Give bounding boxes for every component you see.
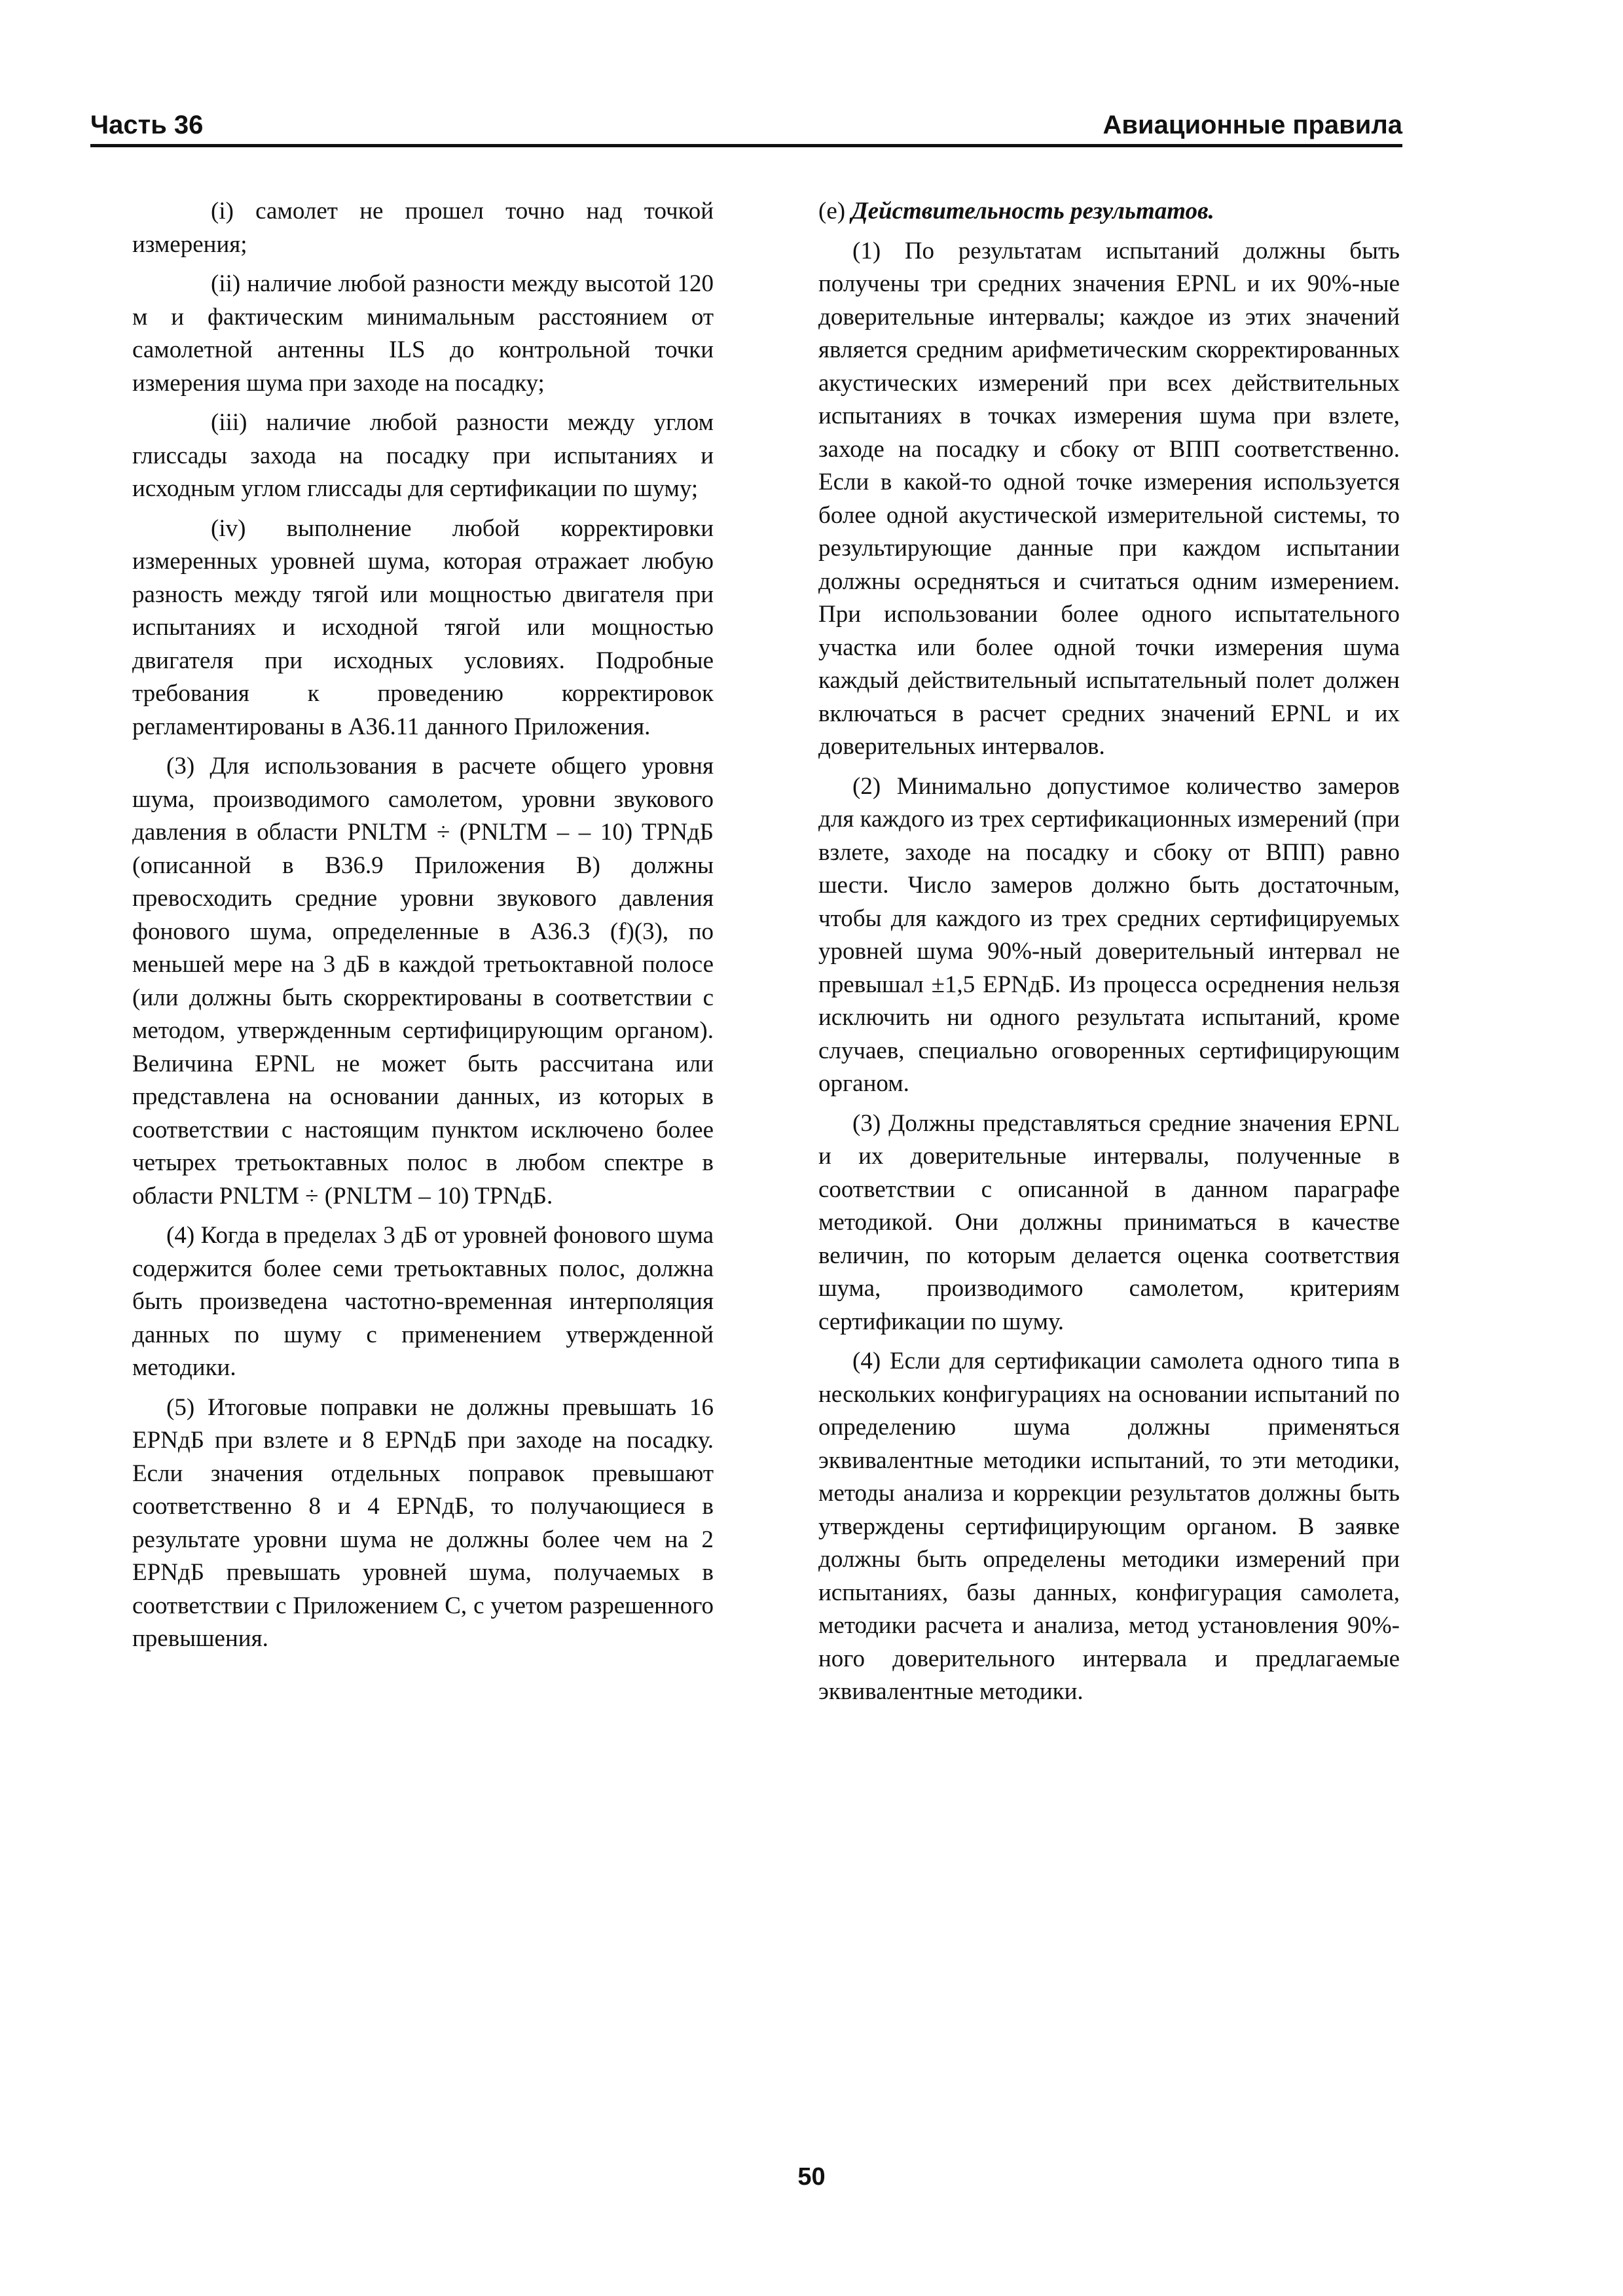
paragraph-4-right: (4) Если для сертификации самолета одного типа в нескольких конфигурациях на основании испытаний по определению шума должны применяться эквивалентные методики испытаний, то эти методики, методы анализа и коррекции результатов должны быть утверждены сертифицирующим органом. В заявке должны быть определены методики измерений при испытаниях, базы данных, конфигурация самолета, методики расчета и анализа, метод установления 90%-ного доверительного интервала и предлагаемые эквивалентные методики. (818, 1348, 1400, 1705)
left-column (132, 195, 714, 1662)
paragraph-4: (4) Когда в пределах 3 дБ от уровней фонового шума содержится более семи третьоктавных полос, должна быть произведена частотно-временная интерполяция данных по шуму с применением утвержденной методики. (132, 1222, 714, 1381)
page-header (90, 105, 1402, 147)
section-heading-title: Действительность результатов. (851, 198, 1214, 224)
item-i: (i) самолет не прошел точно над точкой измерения; (132, 198, 714, 258)
section-heading-prefix: (e) (818, 198, 846, 224)
header-title: Авиационные правила (1103, 111, 1402, 139)
paragraph-2: (2) Минимально допустимое количество замеров для каждого из трех сертификационных измерений (при взлете, заходе на посадку и сбоку от ВПП) равно шести. Число замеров должно быть достаточным, чтобы для каждого из трех средних сертифицируемых уровней шума 90%-ный доверительный интервал не превышал ±1,5 EPNдБ. Из процесса осреднения нельзя исключить ни одного результата испытаний, кроме случаев, специально оговоренных сертифицирующим органом. (818, 772, 1400, 1097)
item-iii: (iii) наличие любой разности между углом глиссады захода на посадку при испытаниях и исходным углом глиссады для сертификации по шуму; (132, 409, 714, 502)
item-iv: (iv) выполнение любой корректировки измеренных уровней шума, которая отражает любую разность между тягой или мощностью двигателя при испытаниях и исходной тягой или мощностью двигателя при исходных условиях. Подробные требования к проведению корректировок регламентированы в А36.11 данного Приложения. (132, 514, 714, 740)
paragraph-3-right: (3) Должны представляться средние значения EPNL и их доверительные интервалы, полученные в соответствии с описанной в данном параграфе методикой. Они должны приниматься в качестве величин, по которым делается оценка соответствия шума, производимого самолетом, критериям сертификации по шуму. (818, 1109, 1400, 1335)
section-heading (818, 195, 1400, 228)
right-column (818, 195, 1400, 1715)
page-number: 50 (797, 2163, 826, 2191)
paragraph-1: (1) По результатам испытаний должны быть получены три средних значения EPNL и их 90%-ные доверительные интервалы; каждое из этих значений является средним арифметическим скорректированных акустических измерений при всех действительных испытаниях в точках измерения шума при взлете, заходе на посадку и сбоку от ВПП соответственно. Если в какой-то одной точке измерения используется более одной акустической измерительной системы, то результирующие данные при каждом испытании должны осредняться и считаться одним измерением. При использовании более одного испытательного участка или более одной точки измерения шума каждый действительный испытательный полет должен включаться в расчет средних значений EPNL и их доверительных интервалов. (818, 237, 1400, 760)
item-ii: (ii) наличие любой разности между высотой 120 м и фактическим минимальным расстоянием от самолетной антенны ILS до контрольной точки измерения шума при заходе на посадку; (132, 270, 714, 397)
paragraph-5: (5) Итоговые поправки не должны превышать 16 EPNдБ при взлете и 8 EPNдБ при заходе на посадку. Если значения отдельных поправок превышают соответственно 8 и 4 EPNдБ, то получающиеся в результате уровни шума не должны более чем на 2 EPNдБ превышать уровней шума, получаемых в соответствии с Приложением С, с учетом разрешенного превышения. (132, 1393, 714, 1652)
header-part-label: Часть 36 (90, 111, 204, 139)
paragraph-3: (3) Для использования в расчете общего уровня шума, производимого самолетом, уровни звукового давления в области PNLTM ÷ (PNLTM – – 10) TPNдБ (описанной в B36.9 Приложения B) должны превосходить средние уровни звукового давления фонового шума, определенные в А36.3 (f)(3), по меньшей мере на 3 дБ в каждой третьоктавной полосе (или должны быть скорректированы в соответствии с методом, утвержденным сертифицирующим органом). Величина EPNL не может быть рассчитана или представлена на основании данных, из которых в соответствии с настоящим пунктом исключено более четырех третьоктавных полос в любом спектре в области PNLTM ÷ (PNLTM – 10) TPNдБ. (132, 753, 714, 1210)
